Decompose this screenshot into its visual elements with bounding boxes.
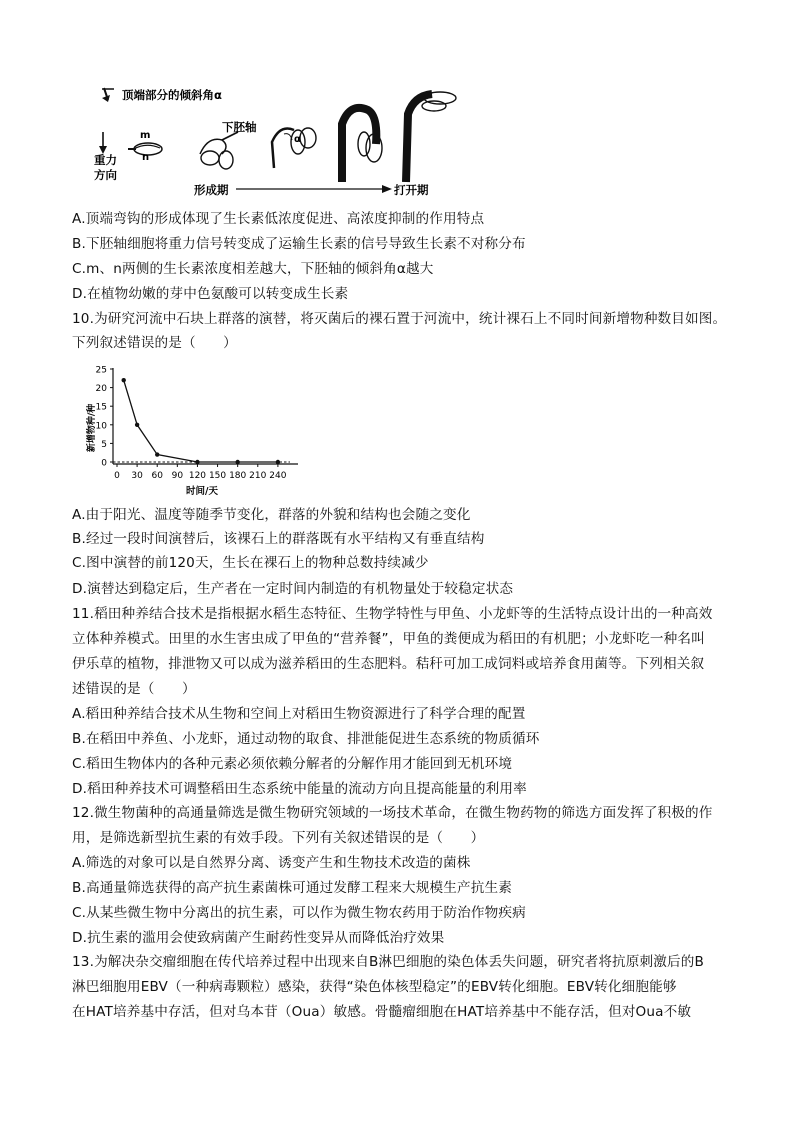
data-point [122,378,126,382]
gravity-label-1: 重力 [94,153,117,167]
q13-stem-2: 淋巴细胞用EBV（一种病毒颗粒）感染，获得“染色体核型稳定”的EBV转化细胞。EBV转化细胞能够 [72,979,677,995]
y-tick-label: 15 [95,402,107,413]
q11-stem-4: 述错误的是（ ） [72,681,196,697]
x-tick-label: 240 [269,471,287,481]
x-tick-label: 0 [114,471,120,481]
new-species-line-chart [80,356,310,498]
q9-option-d: D.在植物幼嫩的芽中色氨酸可以转变成生长素 [72,286,349,302]
label-n: n [142,152,150,163]
seedling-stage-2-icon [200,132,238,169]
x-ticks [114,464,287,481]
q12-option-a: A.筛选的对象可以是自然界分离、诱变产生和生物技术改造的菌株 [72,855,471,871]
y-tick-label: 5 [101,439,107,450]
figure-legend-text: 顶端部分的倾斜角α [122,88,222,102]
q12-option-b: B.高通量筛选获得的高产抗生素菌株可通过发酵工程来大规模生产抗生素 [72,880,513,896]
data-point [195,460,199,464]
seedling-stage-5-icon [406,92,456,182]
q11-stem-2: 立体种养模式。田里的水生害虫成了甲鱼的“营养餐”，甲鱼的粪便成为稻田的有机肥；小龙虾吃一种名叫 [72,631,705,647]
q11-stem-3: 伊乐草的植物，排泄物又可以成为滋养稻田的生态肥料。秸秆可加工成饲料或培养食用菌等。下列相关叙 [72,656,705,672]
q9-option-c: C.m、n两侧的生长素浓度相差越大，下胚轴的倾斜角α越大 [72,261,434,277]
q9-option-b: B.下胚轴细胞将重力信号转变成了运输生长素的信号导致生长素不对称分布 [72,236,526,252]
x-tick-label: 90 [171,471,184,481]
chart-xlabel: 时间/天 [186,486,218,497]
data-point [276,460,280,464]
series-new-species [122,378,281,464]
q12-stem-1: 12.微生物菌种的高通量筛选是微生物研究领域的一场技术革命，在微生物药物的筛选方面发挥了积极的作 [72,805,713,821]
x-tick-label: 60 [151,471,163,481]
q11-option-a: A.稻田种养结合技术从生物和空间上对稻田生物资源进行了科学合理的配置 [72,706,526,722]
y-tick-label: 25 [95,365,107,376]
q10-stem-2: 下列叙述错误的是（ ） [72,335,237,351]
q13-stem-3: 在HAT培养基中存活，但对乌本苷（Oua）敏感。骨髓瘤细胞在HAT培养基中不能存活，但对Oua不敏 [72,1004,692,1020]
q13-stem-1: 13.为解决杂交瘤细胞在传代培养过程中出现来自B淋巴细胞的染色体丢失问题，研究者将抗原刺激后的B [72,954,704,970]
x-tick-label: 150 [208,471,227,481]
q12-option-c: C.从某些微生物中分离出的抗生素，可以作为微生物农药用于防治作物疾病 [72,905,526,921]
gravity-arrow-icon [99,132,107,154]
tilt-angle-symbol-icon [102,88,114,102]
q12-option-d: D.抗生素的滥用会使致病菌产生耐药性变异从而降低治疗效果 [72,930,445,946]
q12-stem-2: 用，是筛选新型抗生素的有效手段。下列有关叙述错误的是（ ） [72,830,485,846]
q11-option-c: C.稻田生物体内的各种元素必须依赖分解者的分解作用才能回到无机环境 [72,756,513,772]
q10-option-a: A.由于阳光、温度等随季节变化，群落的外貌和结构也会随之变化 [72,507,471,523]
seedling-stage-4-icon [342,108,382,182]
chart-ylabel: 新增物种/种 [87,403,97,453]
data-point [235,460,239,464]
q11-option-b: B.在稻田中养鱼、小龙虾，通过动物的取食、排泄能促进生态系统的物质循环 [72,731,540,747]
label-m: m [140,130,151,141]
y-tick-label: 20 [95,384,107,395]
series-line [124,380,278,462]
q10-option-c: C.图中演替的前120天，生长在裸石上的物种总数持续减少 [72,555,429,571]
data-point [155,452,159,456]
q10-stem-1: 10.为研究河流中石块上群落的演替，将灭菌后的裸石置于河流中，统计裸石上不同时间新增物种数目如图。 [72,311,727,327]
q11-option-d: D.稻田种养技术可调整稻田生态系统中能量的流动方向且提高能量的利用率 [72,781,527,797]
hypocotyl-label: 下胚轴 [222,120,257,134]
q9-option-a: A.顶端弯钩的形成体现了生长素低浓度促进、高浓度抑制的作用特点 [72,211,485,227]
x-tick-label: 120 [188,471,207,481]
alpha-label: α [294,134,301,145]
x-tick-label: 30 [131,471,143,481]
y-ticks [96,366,113,469]
q10-option-b: B.经过一段时间演替后，该裸石上的群落既有水平结构又有垂直结构 [72,531,485,547]
y-tick-label: 10 [95,421,107,432]
formation-label: 形成期 [194,183,229,197]
timeline-arrow-icon [236,185,392,193]
x-tick-label: 210 [249,471,267,481]
q11-stem-1: 11.稻田种养结合技术是指根据水稻生态特征、生物学特性与甲鱼、小龙虾等的生活特点设计出的一种高效 [72,606,713,622]
open-label: 打开期 [394,183,429,197]
data-point [135,423,139,427]
gravity-label-2: 方向 [94,168,117,182]
hypocotyl-hook-figure [88,84,468,202]
y-tick-label: 0 [101,458,107,469]
q10-option-d: D.演替达到稳定后，生产者在一定时间内制造的有机物量处于较稳定状态 [72,581,514,597]
x-tick-label: 180 [229,471,247,481]
